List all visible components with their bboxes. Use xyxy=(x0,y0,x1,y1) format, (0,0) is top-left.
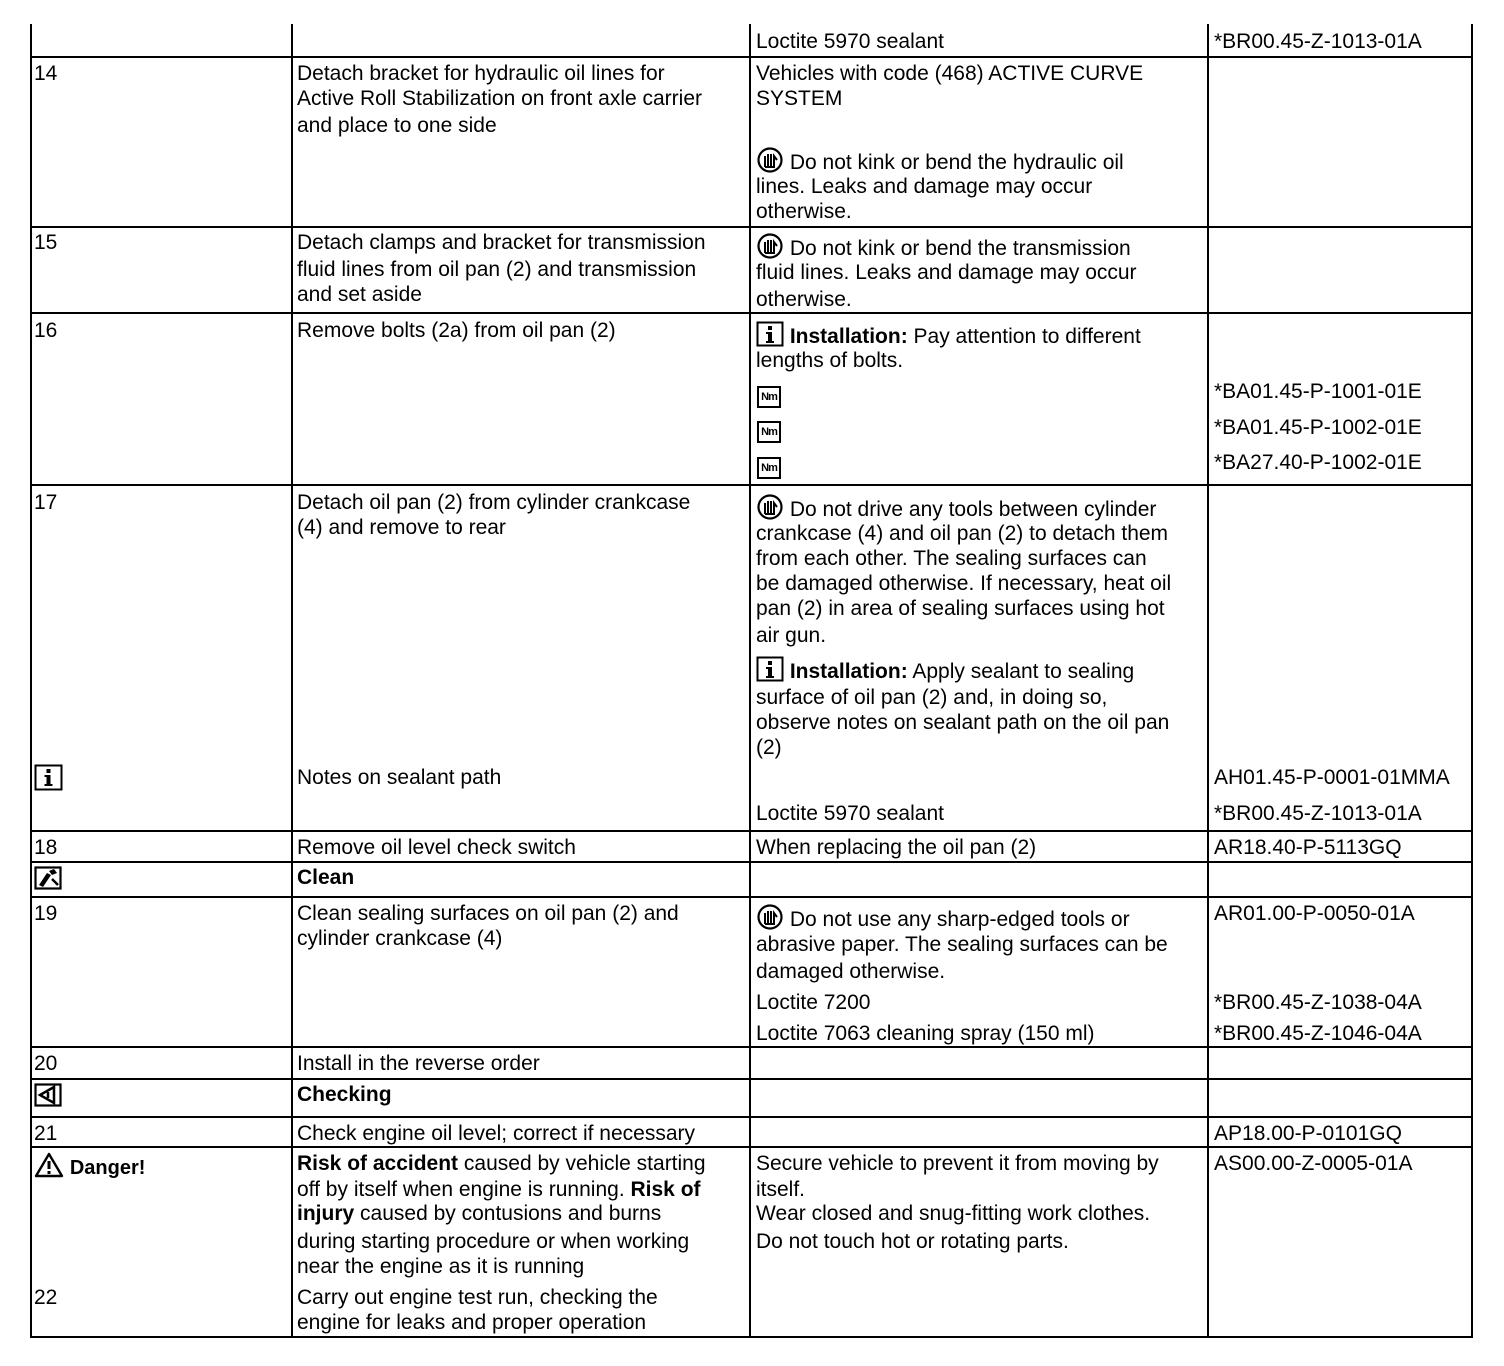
caution-note-line: lines. Leaks and damage may occur xyxy=(756,175,1093,198)
installation-label: Installation: xyxy=(789,660,908,683)
danger-label: Danger! xyxy=(69,1157,146,1179)
reference-link[interactable]: AP18.00-P-0101GQ xyxy=(1214,1122,1402,1145)
step-action-line: fluid lines from oil pan (2) and transmission xyxy=(297,258,697,281)
installation-note-line: lengths of bolts. xyxy=(756,349,904,372)
reference-link[interactable]: *BA01.45-P-1001-01E xyxy=(1214,380,1422,403)
reference-link[interactable]: *BR00.45-Z-1013-01A xyxy=(1214,30,1422,53)
sealant-note: Loctite 5970 sealant xyxy=(756,30,944,53)
torque-icon: Nm xyxy=(757,386,781,408)
danger-text: near the engine as it is running xyxy=(297,1255,585,1278)
caution-note-line: be damaged otherwise. If necessary, heat oil xyxy=(756,572,1172,595)
danger-text: off by itself when engine is running. xyxy=(297,1178,625,1201)
step-action-line: Carry out engine test run, checking the xyxy=(297,1286,658,1309)
reference-link[interactable]: *BR00.45-Z-1046-04A xyxy=(1214,1022,1422,1045)
reference-link[interactable]: *BA01.45-P-1002-01E xyxy=(1214,416,1422,439)
sealant-note: Loctite 5970 sealant xyxy=(756,802,944,825)
torque-icon: Nm xyxy=(757,421,781,443)
caution-note-line: Do not kink or bend the transmission xyxy=(789,237,1131,260)
step-number: 19 xyxy=(34,902,58,925)
caution-hand-icon xyxy=(756,233,784,259)
step-number: 18 xyxy=(34,836,58,859)
caution-note-line: Do not use any sharp-edged tools or xyxy=(789,908,1130,931)
installation-note-line: (2) xyxy=(756,736,782,759)
danger-text: during starting procedure or when working xyxy=(297,1230,690,1253)
installation-note: Pay attention to different xyxy=(913,325,1141,348)
step-action: Install in the reverse order xyxy=(297,1052,540,1075)
caution-note-line: otherwise. xyxy=(756,288,852,311)
caution-note-line: otherwise. xyxy=(756,200,852,223)
info-icon xyxy=(756,321,784,347)
caution-note-line: from each other. The sealing surfaces can xyxy=(756,547,1147,570)
danger-note-line: Secure vehicle to prevent it from moving by xyxy=(756,1152,1159,1175)
reference-link[interactable]: *BA27.40-P-1002-01E xyxy=(1214,451,1422,474)
step-number: 15 xyxy=(34,231,58,254)
step-action-line: Detach bracket for hydraulic oil lines for xyxy=(297,62,665,85)
step-action-line: Active Roll Stabilization on front axle carrier xyxy=(297,87,703,110)
reference-link[interactable]: AH01.45-P-0001-01MMA xyxy=(1214,766,1450,789)
step-action: Remove oil level check switch xyxy=(297,836,576,859)
danger-risk-bold: injury xyxy=(297,1202,355,1225)
step-action-line: Detach oil pan (2) from cylinder crankcase xyxy=(297,491,691,514)
step-action-line: engine for leaks and proper operation xyxy=(297,1311,647,1334)
step-action-line: cylinder crankcase (4) xyxy=(297,927,503,950)
reference-link[interactable]: AS00.00-Z-0005-01A xyxy=(1214,1152,1413,1175)
danger-text: caused by contusions and burns xyxy=(360,1202,662,1225)
checking-icon xyxy=(34,1083,62,1107)
caution-note-line: air gun. xyxy=(756,624,827,647)
material-item: Loctite 7063 cleaning spray (150 ml) xyxy=(756,1022,1095,1045)
section-heading-clean: Clean xyxy=(297,866,355,889)
sub-action: Notes on sealant path xyxy=(297,766,502,789)
step-action-line: and set aside xyxy=(297,283,422,306)
danger-note-line: itself. xyxy=(756,1178,806,1201)
reference-link[interactable]: *BR00.45-Z-1038-04A xyxy=(1214,991,1422,1014)
reference-link[interactable]: *BR00.45-Z-1013-01A xyxy=(1214,802,1422,825)
reference-link[interactable]: AR18.40-P-5113GQ xyxy=(1214,836,1402,859)
installation-note-line: surface of oil pan (2) and, in doing so, xyxy=(756,686,1108,709)
installation-note: Apply sealant to sealing xyxy=(912,660,1135,683)
installation-note-line: observe notes on sealant path on the oil pan xyxy=(756,711,1170,734)
reference-link[interactable]: AR01.00-P-0050-01A xyxy=(1214,902,1415,925)
section-heading-checking: Checking xyxy=(297,1083,392,1106)
step-number: 20 xyxy=(34,1052,58,1075)
danger-risk-bold: Risk of accident xyxy=(297,1152,459,1175)
caution-note-line: Do not kink or bend the hydraulic oil xyxy=(789,151,1124,174)
material-item: Loctite 7200 xyxy=(756,991,871,1014)
note: When replacing the oil pan (2) xyxy=(756,836,1037,859)
step-action-line: Clean sealing surfaces on oil pan (2) and xyxy=(297,902,679,925)
step-number: 22 xyxy=(34,1286,58,1309)
info-icon xyxy=(34,764,63,791)
note-line: Vehicles with code (468) ACTIVE CURVE xyxy=(756,62,1144,85)
step-action-line: Detach clamps and bracket for transmission xyxy=(297,231,706,254)
danger-risk-bold: Risk of xyxy=(630,1178,701,1201)
info-icon xyxy=(756,656,784,682)
danger-note-line: Wear closed and snug-fitting work clothes. xyxy=(756,1202,1151,1225)
caution-hand-icon xyxy=(756,147,784,173)
note-line: SYSTEM xyxy=(756,87,843,110)
step-number: 16 xyxy=(34,319,58,342)
step-number: 17 xyxy=(34,491,58,514)
caution-hand-icon xyxy=(756,494,784,520)
step-action-line: and place to one side xyxy=(297,114,497,137)
clean-icon xyxy=(34,866,62,890)
caution-note-line: fluid lines. Leaks and damage may occur xyxy=(756,261,1137,284)
caution-hand-icon xyxy=(756,904,784,930)
warning-triangle-icon xyxy=(34,1152,64,1178)
caution-note-line: pan (2) in area of sealing surfaces using hot xyxy=(756,597,1165,620)
danger-text: caused by vehicle starting xyxy=(463,1152,706,1175)
torque-icon: Nm xyxy=(757,457,781,479)
caution-note-line: abrasive paper. The sealing surfaces can be xyxy=(756,933,1168,956)
installation-label: Installation: xyxy=(789,325,908,348)
step-number: 21 xyxy=(34,1122,58,1145)
caution-note-line: Do not drive any tools between cylinder xyxy=(789,498,1157,521)
step-action-line: (4) and remove to rear xyxy=(297,516,506,539)
danger-note-line: Do not touch hot or rotating parts. xyxy=(756,1230,1069,1253)
step-action: Check engine oil level; correct if necessary xyxy=(297,1122,696,1145)
caution-note-line: damaged otherwise. xyxy=(756,960,946,983)
step-action: Remove bolts (2a) from oil pan (2) xyxy=(297,319,616,342)
caution-note-line: crankcase (4) and oil pan (2) to detach them xyxy=(756,522,1169,545)
step-number: 14 xyxy=(34,62,58,85)
